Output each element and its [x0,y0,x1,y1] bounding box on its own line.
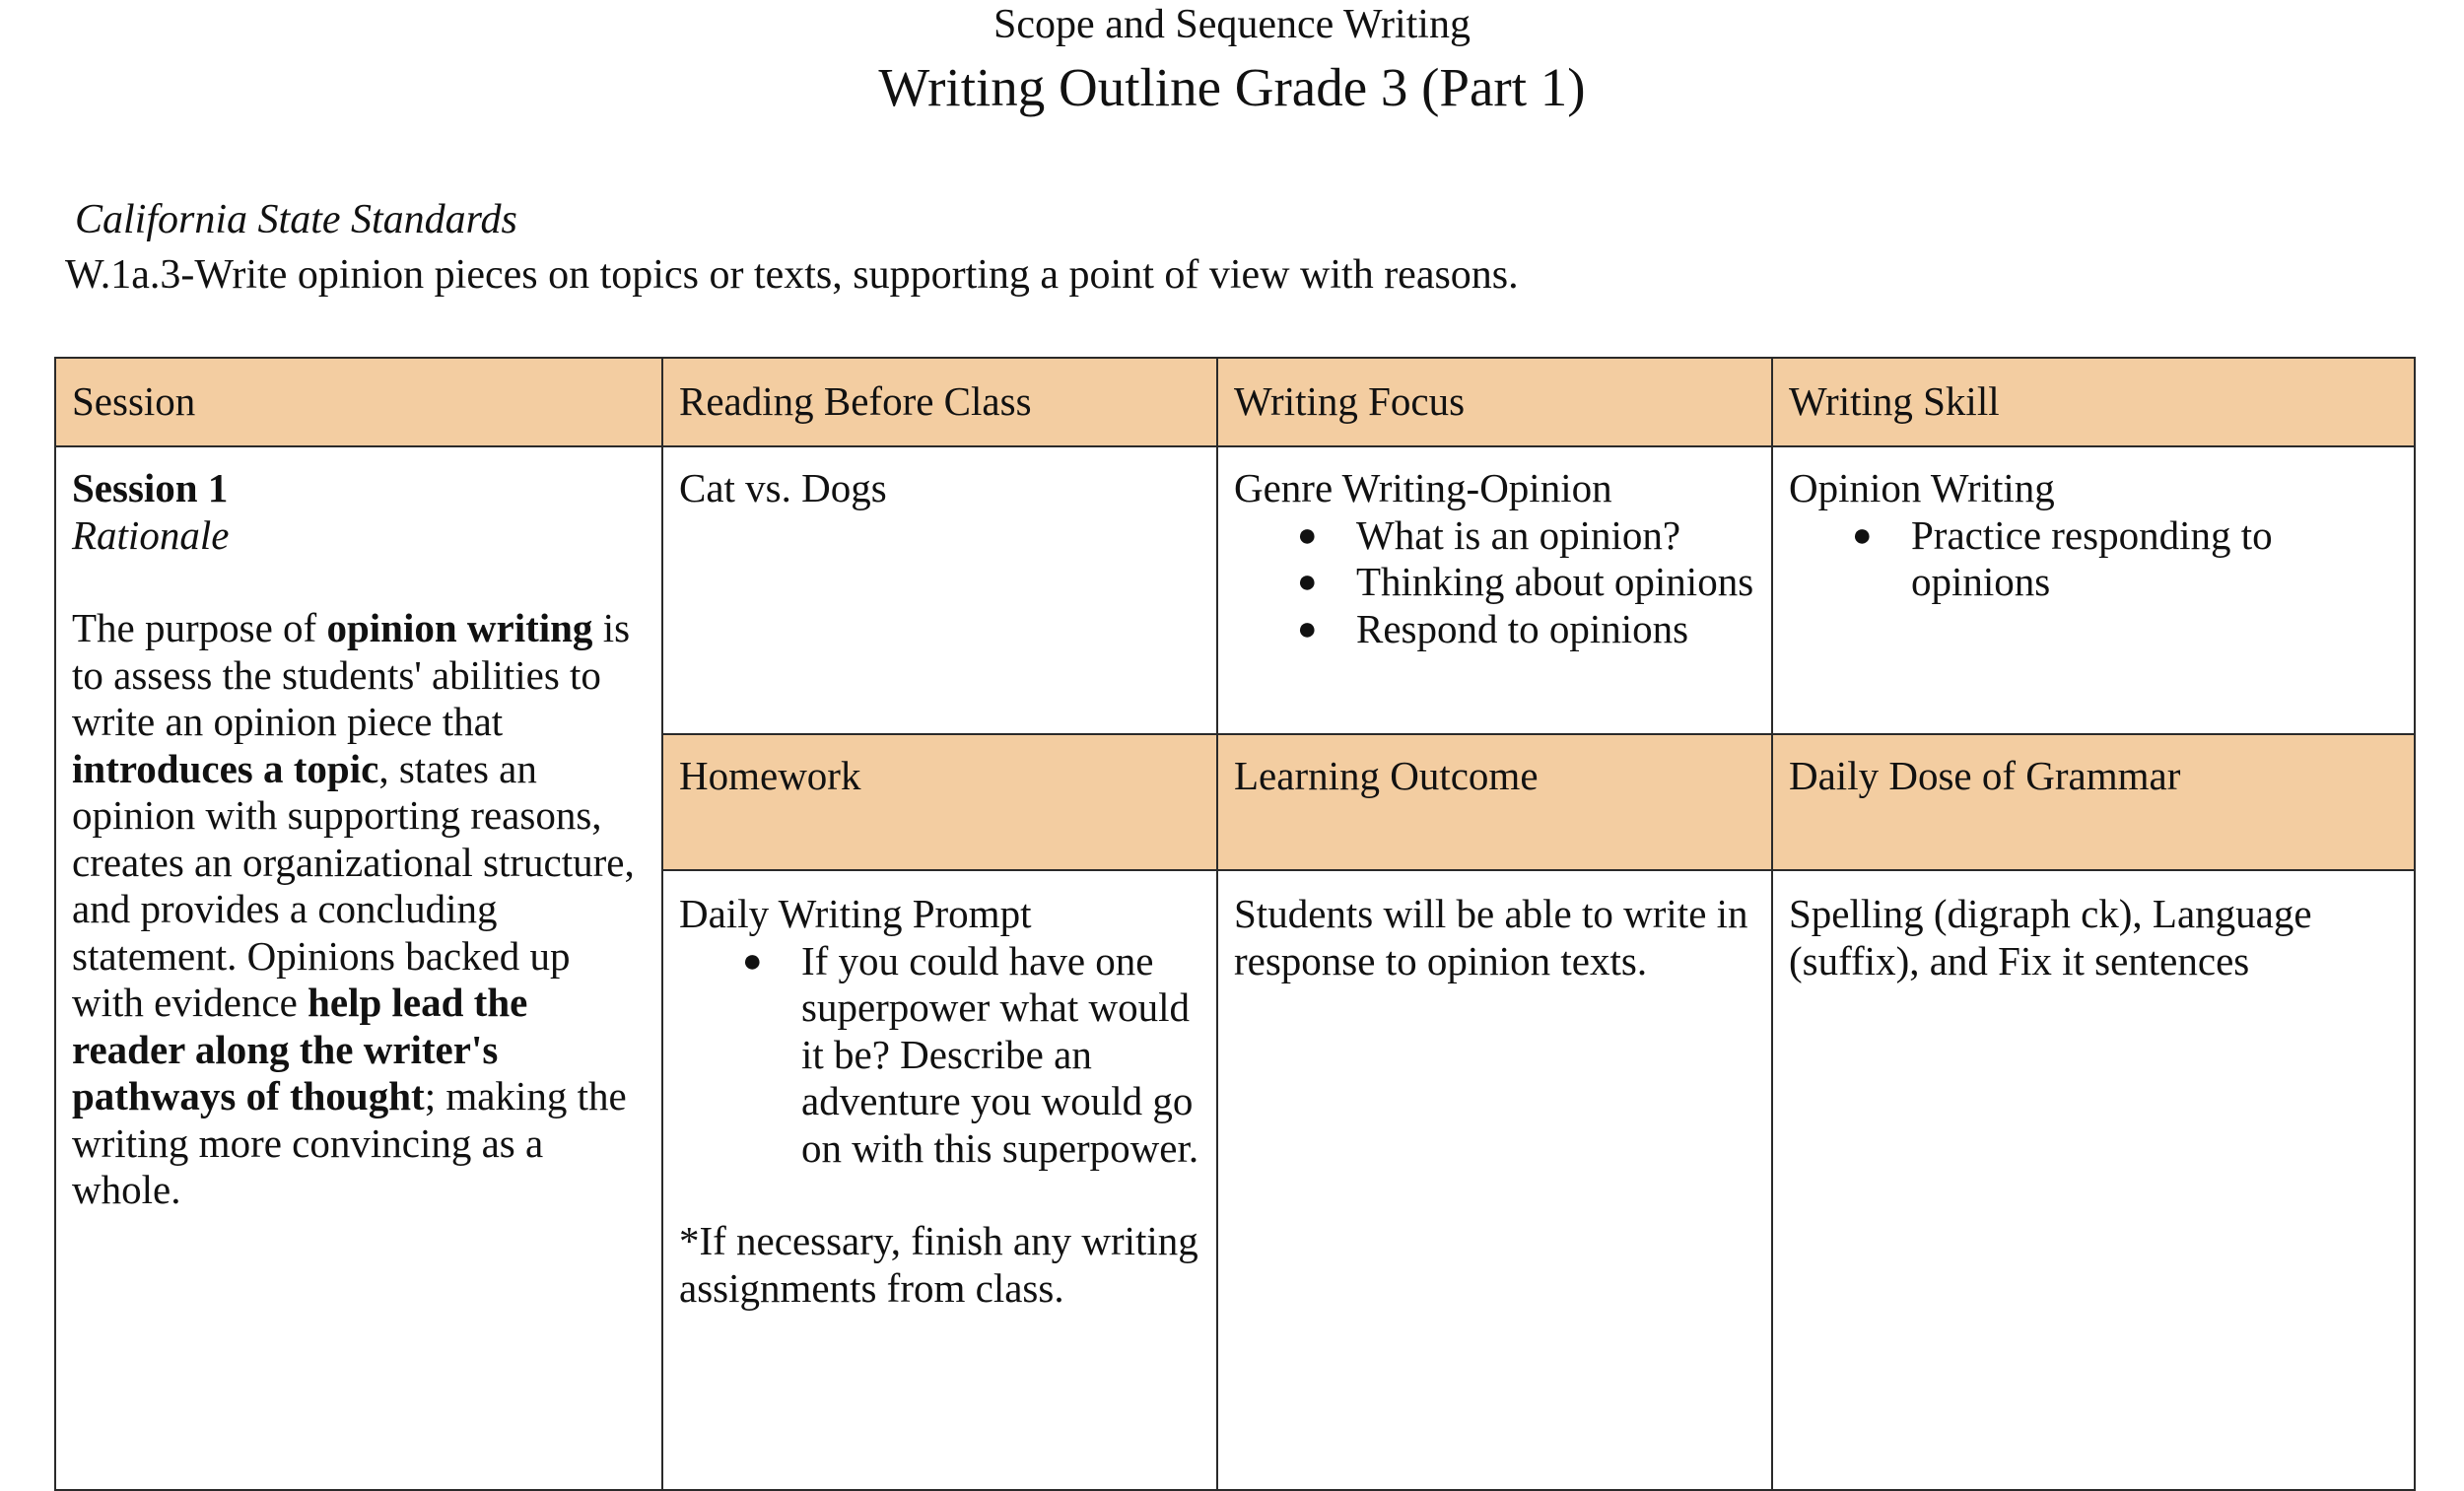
session-name: Session 1 [72,465,229,510]
writing-focus-list [1234,512,1755,653]
writing-skill-list [1789,512,2398,606]
list-item: ● Practice responding to opinions [1789,512,2398,606]
header-row-top [55,358,2415,446]
rationale-label: Rationale [72,511,230,558]
writing-skill-title: Opinion Writing [1789,465,2055,510]
list-item: ● If you could have one superpower what would it be? Describe an adventure you would go on with this superpower. [679,938,1200,1173]
header-learning-outcome: Learning Outcome [1217,734,1772,870]
writing-focus-title: Genre Writing-Opinion [1234,465,1612,510]
rationale-text: The purpose of opinion writing is to assess the students' abilities to write an opinion piece that introduces a topic, states an opinion with supporting reasons, creates an organizational structure, and provides a concluding statement. Opinions backed up with evidence help lead the reader along the writer's pathways of thought; making the writing more convincing as a whole. [72,605,635,1212]
header-reading-before-class: Reading Before Class [662,358,1217,446]
list-item: ● What is an opinion? [1234,512,1755,560]
list-item: ● Respond to opinions [1234,606,1755,653]
writing-focus-cell [1217,446,1772,734]
header-writing-skill: Writing Skill [1772,358,2415,446]
daily-dose-of-grammar-cell: Spelling (digraph ck), Language (suffix), and Fix it sentences [1772,870,2415,1490]
learning-outcome-cell: Students will be able to write in response to opinion texts. [1217,870,1772,1490]
header-writing-focus: Writing Focus [1217,358,1772,446]
homework-cell [662,870,1217,1490]
header-homework: Homework [662,734,1217,870]
content-row-top [55,446,2415,734]
standard-text: W.1a.3-Write opinion pieces on topics or texts, supporting a point of view with reasons. [65,252,1519,298]
document-subtitle: Scope and Sequence Writing [993,2,1471,47]
homework-note: *If necessary, finish any writing assignments from class. [679,1218,1198,1311]
homework-title: Daily Writing Prompt [679,891,1032,936]
writing-skill-cell [1772,446,2415,734]
reading-cell: Cat vs. Dogs [662,446,1217,734]
standards-heading: California State Standards [75,197,517,242]
writing-outline-table [54,357,2416,1491]
header-session: Session [55,358,662,446]
session-cell [55,446,662,1490]
homework-list [679,938,1200,1173]
list-item: ● Thinking about opinions [1234,559,1755,606]
document-title: Writing Outline Grade 3 (Part 1) [878,57,1586,117]
header-daily-dose-of-grammar: Daily Dose of Grammar [1772,734,2415,870]
